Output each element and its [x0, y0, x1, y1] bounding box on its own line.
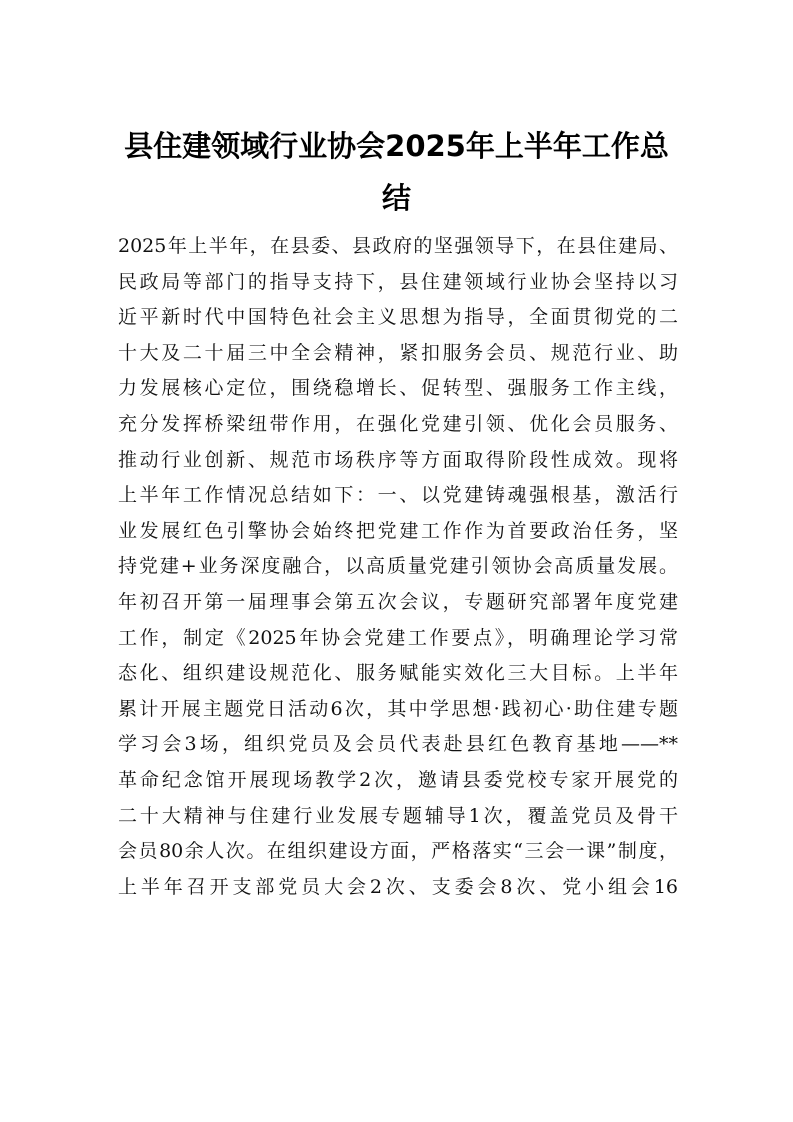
body-line-2: 民政局等部门的指导支持下，县住建领域行业协会坚持以习: [118, 270, 678, 293]
body-line-12: 工作，制定《2025年协会党建工作要点》，明确理论学习常: [118, 626, 678, 649]
body-line-6: 充分发挥桥梁纽带作用，在强化党建引领、优化会员服务、: [118, 412, 678, 435]
body-line-11: 年初召开第一届理事会第五次会议，专题研究部署年度党建: [118, 590, 678, 613]
body-line-13: 态化、组织建设规范化、服务赋能实效化三大目标。上半年: [118, 662, 678, 685]
body-line-17: 二十大精神与住建行业发展专题辅导1次，覆盖党员及骨干: [118, 804, 678, 827]
body-line-5: 力发展核心定位，围绕稳增长、促转型、强服务工作主线，: [118, 377, 678, 400]
body-line-8: 上半年工作情况总结如下：一、以党建铸魂强根基，激活行: [118, 484, 678, 507]
body-line-9: 业发展红色引擎协会始终把党建工作作为首要政治任务，坚: [118, 519, 678, 542]
body-line-19: 上半年召开支部党员大会2次、支委会8次、党小组会16: [118, 875, 678, 898]
title-line-1: 县住建领域行业协会2025年上半年工作总: [124, 129, 669, 163]
body-line-15: 学习会3场，组织党员及会员代表赴县红色教育基地——**: [118, 733, 678, 756]
document-body: [118, 229, 678, 905]
body-line-1: 2025年上半年，在县委、县政府的坚强领导下，在县住建局、: [118, 235, 678, 257]
body-line-16: 革命纪念馆开展现场教学2次，邀请县委党校专家开展党的: [118, 768, 678, 791]
title-line-2: 结: [381, 181, 411, 215]
body-line-3: 近平新时代中国特色社会主义思想为指导，全面贯彻党的二: [118, 306, 678, 329]
body-line-4: 十大及二十届三中全会精神，紧扣服务会员、规范行业、助: [118, 341, 678, 364]
document-title: [112, 120, 681, 224]
body-line-18: 会员80余人次。在组织建设方面，严格落实“三会一课”制度，: [118, 840, 678, 863]
body-line-7: 推动行业创新、规范市场秩序等方面取得阶段性成效。现将: [118, 448, 678, 471]
body-line-10: 持党建+业务深度融合，以高质量党建引领协会高质量发展。: [118, 555, 678, 578]
body-line-14: 累计开展主题党日活动6次，其中学思想·践初心·助住建专题: [118, 697, 678, 720]
